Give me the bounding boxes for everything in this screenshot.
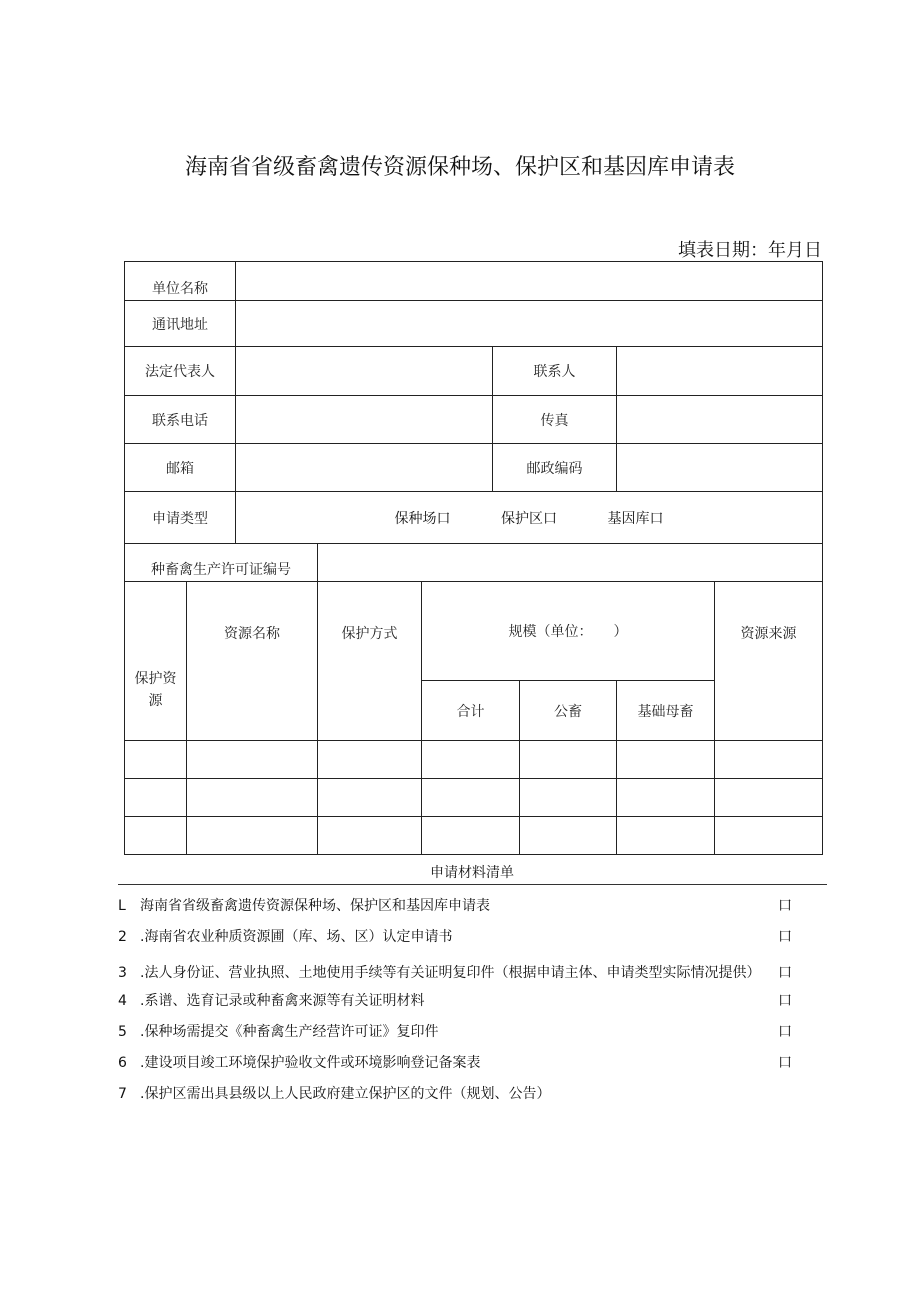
fax-label: 传真 [493,396,617,444]
item-text: .海南省农业种质资源圃（库、场、区）认定申请书 [140,929,453,945]
item-text: .保护区需出具县级以上人民政府建立保护区的文件（规划、公告） [140,1086,551,1102]
list-item [118,896,790,916]
legal-rep-field[interactable] [236,347,493,396]
table-cell[interactable] [520,741,617,779]
protect-method-header: 保护方式 [318,582,422,741]
fax-field[interactable] [617,396,823,444]
apply-type-options [236,492,823,544]
unit-name-label: 单位名称 [125,262,236,301]
apply-type-label: 申请类型 [125,492,236,544]
item-text: 海南省省级畜禽遗传资源保种场、保护区和基因库申请表 [140,898,490,914]
item-text: .法人身份证、营业执照、土地使用手续等有关证明复印件（根据申请主体、申请类型实际情况提供） [140,965,761,981]
checkbox[interactable]: 口 [778,993,792,1009]
table-cell[interactable] [187,779,318,817]
address-field[interactable] [236,301,823,347]
table-cell[interactable] [422,741,520,779]
table-cell[interactable] [125,779,187,817]
item-text: .建设项目竣工环境保护验收文件或环境影响登记备案表 [140,1055,481,1071]
table-cell[interactable] [125,817,187,855]
address-label: 通讯地址 [125,301,236,347]
item-number: 3 [118,965,127,981]
item-number: 5 [118,1024,127,1040]
checkbox[interactable]: 口 [778,1055,792,1071]
postcode-label: 邮政编码 [493,444,617,492]
table-cell[interactable] [318,817,422,855]
list-item [118,1084,790,1104]
table-cell[interactable] [125,741,187,779]
item-number: 2 [118,929,127,945]
table-cell[interactable] [715,779,823,817]
type-option-protection-zone[interactable]: 保护区口 [501,510,557,527]
base-female-header: 基础母畜 [617,681,715,741]
resource-source-header: 资源来源 [715,582,823,741]
list-item [118,1053,790,1073]
table-cell[interactable] [422,779,520,817]
table-cell[interactable] [318,779,422,817]
table-cell[interactable] [617,779,715,817]
table-cell[interactable] [617,741,715,779]
application-form-table [124,261,823,855]
item-number: L [118,898,126,914]
checklist-title: 申请材料清单 [430,865,514,881]
list-item [118,1022,790,1042]
contact-label: 联系人 [493,347,617,396]
checkbox[interactable]: 口 [778,929,792,945]
item-number: 7 [118,1086,127,1102]
license-no-field[interactable] [318,544,823,582]
unit-name-field[interactable] [236,262,823,301]
contact-field[interactable] [617,347,823,396]
table-cell[interactable] [187,817,318,855]
list-item [118,927,790,947]
item-text: .系谱、选育记录或种畜禽来源等有关证明材料 [140,993,425,1009]
phone-label: 联系电话 [125,396,236,444]
item-text: .保种场需提交《种畜禽生产经营许可证》复印件 [140,1024,439,1040]
table-cell[interactable] [520,779,617,817]
table-cell[interactable] [187,741,318,779]
checklist-divider [118,884,827,885]
table-cell[interactable] [318,741,422,779]
table-cell[interactable] [520,817,617,855]
table-cell[interactable] [617,817,715,855]
item-number: 6 [118,1055,127,1071]
scale-header: 规模（单位： ） [422,582,715,681]
table-cell[interactable] [715,817,823,855]
license-no-label: 种畜禽生产许可证编号 [125,544,318,582]
protected-resource-label: 保护资源 [125,582,187,741]
checkbox[interactable]: 口 [778,898,792,914]
type-option-gene-bank[interactable]: 基因库口 [607,510,664,527]
fill-date: 填表日期：年月日 [678,240,822,261]
item-number: 4 [118,993,127,1009]
total-header: 合计 [422,681,520,741]
list-item [118,991,790,1011]
male-header: 公畜 [520,681,617,741]
phone-field[interactable] [236,396,493,444]
checklist [118,896,790,1115]
legal-rep-label: 法定代表人 [125,347,236,396]
form-title: 海南省省级畜禽遗传资源保种场、保护区和基因库申请表 [184,155,735,180]
checkbox[interactable]: 口 [778,965,792,981]
list-item [118,958,790,989]
type-option-breeding-farm[interactable]: 保种场口 [394,510,451,527]
checkbox[interactable]: 口 [778,1024,792,1040]
resource-name-header: 资源名称 [187,582,318,741]
table-cell[interactable] [715,741,823,779]
email-field[interactable] [236,444,493,492]
email-label: 邮箱 [125,444,236,492]
postcode-field[interactable] [617,444,823,492]
table-cell[interactable] [422,817,520,855]
